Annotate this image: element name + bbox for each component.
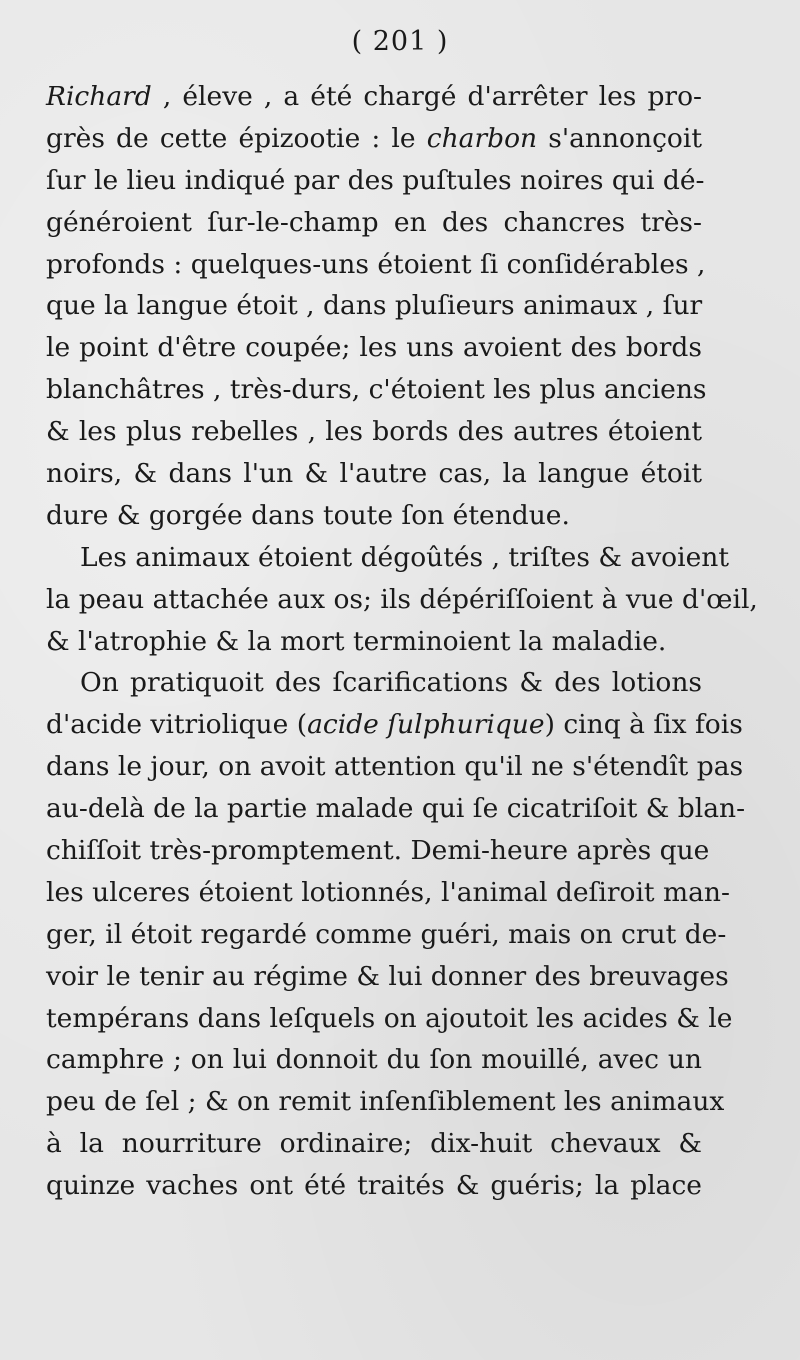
text-line bbox=[46, 160, 705, 202]
text-segment: noirs, & dans l'un & l'autre cas, la langue étoit bbox=[46, 458, 702, 490]
page-number: ( 201 ) bbox=[351, 26, 449, 57]
text-line bbox=[46, 579, 758, 621]
text-line bbox=[46, 369, 707, 411]
text-line bbox=[46, 76, 702, 118]
text-line bbox=[46, 1165, 702, 1207]
text-segment: voir le tenir au régime & lui donner des breuvages bbox=[46, 960, 729, 992]
text-segment: dure & gorgée dans toute ſon étendue. bbox=[46, 499, 570, 531]
text-line bbox=[46, 202, 702, 244]
text-segment: blanchâtres , très-durs, c'étoient les plus anciens bbox=[46, 374, 707, 406]
text-line bbox=[46, 830, 710, 872]
text-segment: au-delà de la partie malade qui ſe cicatriſoit & blan- bbox=[46, 793, 746, 825]
text-segment: ) cinq à ſix fois bbox=[544, 709, 743, 741]
text-segment: & l'atrophie & la mort terminoient la maladie. bbox=[46, 625, 667, 657]
paragraph bbox=[46, 662, 746, 1207]
text-segment: d'acide vitriolique ( bbox=[46, 709, 308, 741]
text-line bbox=[46, 327, 702, 369]
text-line bbox=[46, 914, 727, 956]
text-line bbox=[46, 495, 702, 537]
text-line bbox=[46, 621, 702, 663]
text-line bbox=[46, 998, 733, 1040]
text-line bbox=[46, 285, 702, 327]
text-segment: Les animaux étoient dégoûtés , triſtes & avoient bbox=[80, 541, 729, 573]
text-segment: profonds : quelques-uns étoient ſi conſidérables , bbox=[46, 248, 706, 280]
text-segment: grès de cette épizootie : le bbox=[46, 122, 427, 154]
text-line bbox=[46, 118, 702, 160]
text-segment: quinze vaches ont été traités & guéris; la place bbox=[46, 1170, 702, 1202]
body-text bbox=[46, 76, 758, 1207]
text-line bbox=[46, 411, 702, 453]
text-line bbox=[46, 872, 730, 914]
text-segment: ger, il étoit regardé comme guéri, mais on crut de- bbox=[46, 918, 727, 950]
text-line bbox=[46, 244, 706, 286]
text-segment: la peau attachée aux os; ils dépériſſoient à vue d'œil, bbox=[46, 583, 758, 615]
text-segment: que la langue étoit , dans pluſieurs animaux , ſur bbox=[46, 290, 703, 322]
paragraph bbox=[46, 76, 707, 537]
text-segment: chiſſoit très-promptement. Demi-heure après que bbox=[46, 835, 710, 867]
paragraph bbox=[46, 537, 758, 663]
text-line bbox=[46, 704, 743, 746]
text-line bbox=[46, 1123, 702, 1165]
text-line bbox=[46, 746, 744, 788]
text-segment: tempérans dans leſquels on ajoutoit les acides & le bbox=[46, 1002, 733, 1034]
text-segment: ſur le lieu indiqué par des puſtules noires qui dé- bbox=[46, 164, 705, 196]
text-line bbox=[46, 956, 729, 998]
text-line bbox=[46, 788, 746, 830]
text-segment: s'annonçoit bbox=[537, 122, 702, 154]
text-segment: généroient ſur-le-champ en des chancres très- bbox=[46, 206, 702, 238]
text-line bbox=[46, 453, 702, 495]
italic-text: acide ſulphurique bbox=[307, 709, 545, 741]
text-segment: peu de ſel ; & on remit inſenſiblement les animaux bbox=[46, 1086, 725, 1118]
text-segment: camphre ; on lui donnoit du ſon mouillé, avec un bbox=[46, 1044, 702, 1076]
text-line bbox=[46, 537, 729, 579]
text-segment: à la nourriture ordinaire; dix-huit chevaux & bbox=[46, 1128, 702, 1160]
text-segment: dans le jour, on avoit attention qu'il ne s'étendît pas bbox=[46, 751, 744, 783]
text-segment: , éleve , a été chargé d'arrêter les pro- bbox=[151, 81, 702, 112]
text-segment: On pratiquoit des ſcarifications & des lotions bbox=[80, 667, 702, 699]
italic-text: charbon bbox=[426, 122, 538, 154]
text-segment: les ulceres étoient lotionnés, l'animal deſiroit man- bbox=[46, 876, 730, 908]
italic-text: Richard bbox=[46, 81, 152, 112]
text-segment: le point d'être coupée; les uns avoient des bords bbox=[46, 332, 702, 364]
text-segment: & les plus rebelles , les bords des autres étoient bbox=[46, 416, 702, 448]
text-line bbox=[46, 662, 702, 704]
text-line bbox=[46, 1039, 702, 1081]
text-line bbox=[46, 1081, 725, 1123]
